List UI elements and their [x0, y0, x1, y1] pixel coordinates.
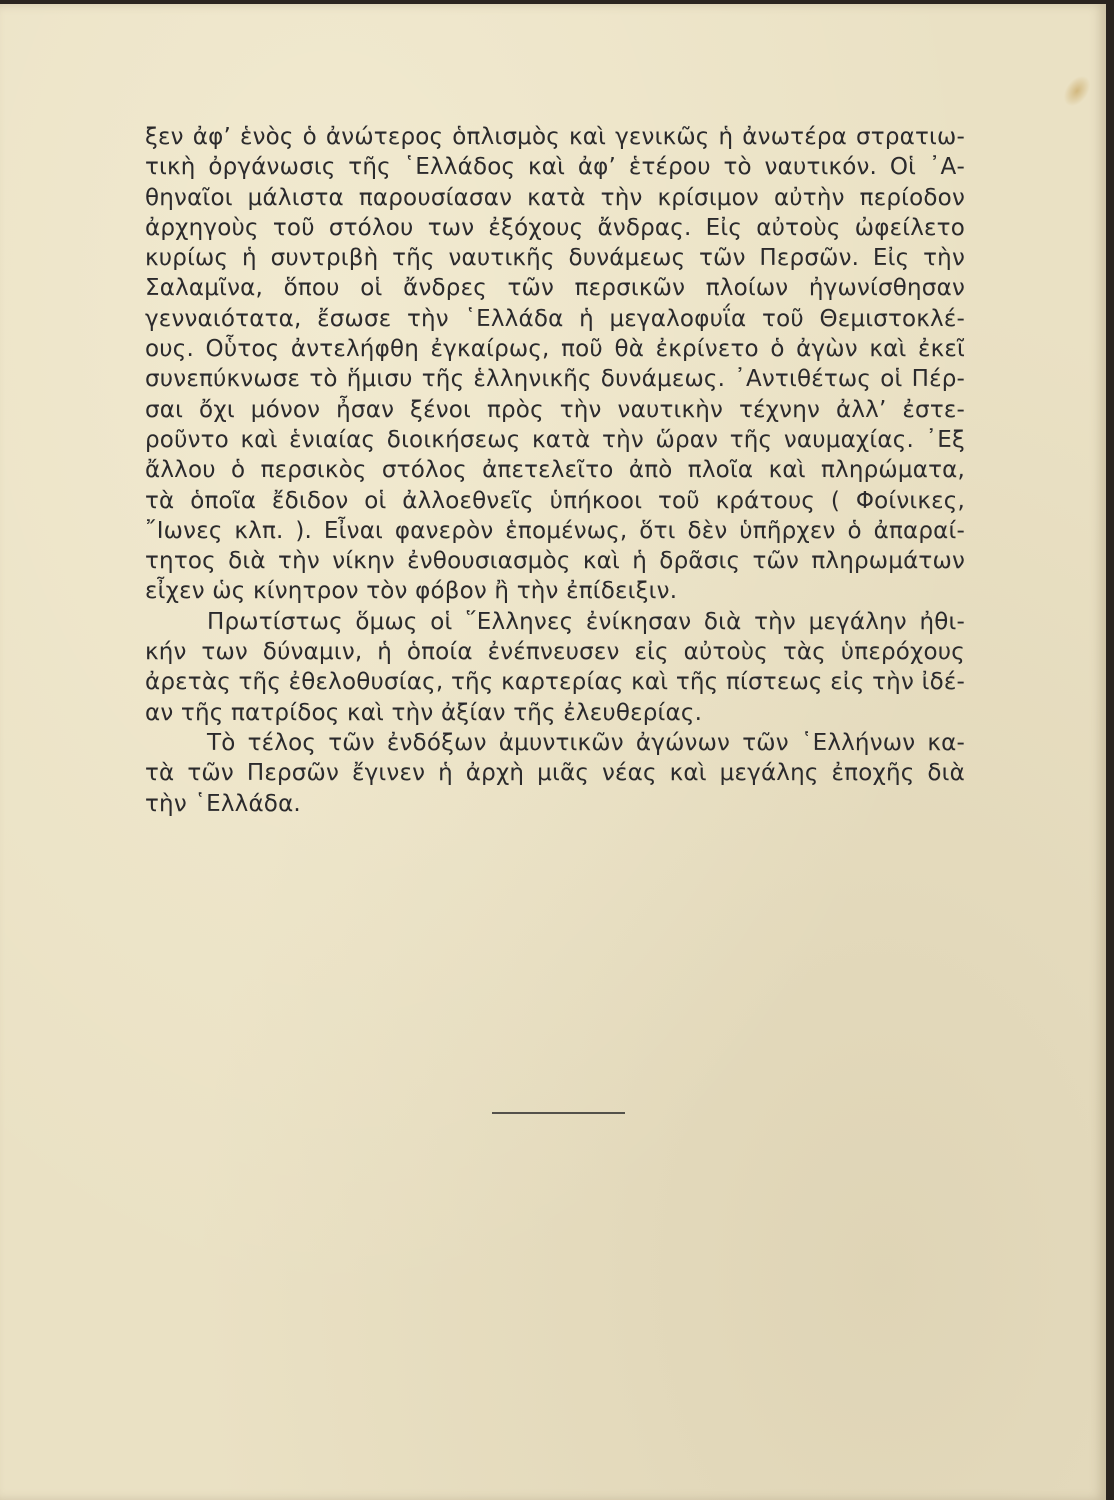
paragraph-1 — [145, 122, 965, 607]
text-line: τητος διὰ τὴν νίκην ἐνθουσιασμὸς καὶ ἡ δρᾶσις τῶν πληρωμάτων — [145, 548, 965, 575]
text-line: τὴν ῾Ελλάδα. — [145, 790, 301, 817]
text-line: Τὸ τέλος τῶν ἐνδόξων ἀμυντικῶν ἀγώνων τῶν ῾Ελλήνων κα- — [207, 729, 965, 756]
text-line: αν τῆς πατρίδος καὶ τὴν ἀξίαν τῆς ἐλευθερίας. — [145, 699, 703, 726]
book-page — [0, 4, 1106, 1500]
text-line: κήν των δύναμιν, ἡ ὁποία ἐνέπνευσεν εἰς αὐτοὺς τὰς ὑπερόχους — [145, 639, 965, 666]
text-line: τικὴ ὀργάνωσις τῆς ῾Ελλάδος καὶ ἀφ’ ἑτέρου τὸ ναυτικόν. Οἱ ᾿Α- — [145, 154, 965, 181]
text-line: ους. Οὗτος ἀντελήφθη ἐγκαίρως, ποῦ θὰ ἐκρίνετο ὁ ἀγὼν καὶ ἐκεῖ — [145, 336, 965, 363]
text-line: γενναιότατα, ἔσωσε τὴν ῾Ελλάδα ἡ μεγαλοφυΐα τοῦ Θεμιστοκλέ- — [145, 305, 965, 332]
paragraph-2 — [145, 607, 965, 728]
text-line: συνεπύκνωσε τὸ ἥμισυ τῆς ἑλληνικῆς δυνάμεως. ᾿Αντιθέτως οἱ Πέρ- — [145, 366, 965, 393]
text-line: κυρίως ἡ συντριβὴ τῆς ναυτικῆς δυνάμεως τῶν Περσῶν. Εἰς τὴν — [145, 245, 965, 272]
text-line: ῎Ιωνες κλπ. ). Εἶναι φανερὸν ἑπομένως, ὅτι δὲν ὑπῆρχεν ὁ ἀπαραί- — [145, 517, 965, 544]
text-line: εἶχεν ὡς κίνητρον τὸν φόβον ἢ τὴν ἐπίδειξιν. — [145, 578, 678, 605]
text-line: τὰ ὁποῖα ἔδιδον οἱ ἀλλοεθνεῖς ὑπήκοοι τοῦ κράτους ( Φοίνικες, — [145, 487, 965, 514]
text-line: σαι ὄχι μόνον ἦσαν ξένοι πρὸς τὴν ναυτικὴν τέχνην ἀλλ’ ἐστε- — [145, 396, 965, 423]
section-divider — [492, 1112, 625, 1114]
text-line: ροῦντο καὶ ἑνιαίας διοικήσεως κατὰ τὴν ὥραν τῆς ναυμαχίας. ᾿Εξ — [145, 426, 965, 453]
paper-stain — [1058, 71, 1096, 111]
text-line: ἄλλου ὁ περσικὸς στόλος ἀπετελεῖτο ἀπὸ πλοῖα καὶ πληρώματα, — [145, 457, 965, 484]
text-line: τὰ τῶν Περσῶν ἔγινεν ἡ ἀρχὴ μιᾶς νέας καὶ μεγάλης ἐποχῆς διὰ — [145, 760, 965, 787]
text-line: Πρωτίστως ὅμως οἱ ῞Ελληνες ἐνίκησαν διὰ τὴν μεγάλην ἠθι- — [207, 608, 965, 635]
text-line: Σαλαμῖνα, ὅπου οἱ ἄνδρες τῶν περσικῶν πλοίων ἠγωνίσθησαν — [145, 275, 965, 302]
text-line: θηναῖοι μάλιστα παρουσίασαν κατὰ τὴν κρίσιμον αὐτὴν περίοδον — [145, 184, 965, 211]
text-line: ἀρχηγοὺς τοῦ στόλου των ἐξόχους ἄνδρας. Εἰς αὐτοὺς ὠφείλετο — [145, 214, 965, 241]
text-line: ξεν ἀφ’ ἑνὸς ὁ ἀνώτερος ὁπλισμὸς καὶ γενικῶς ἡ ἀνωτέρα στρατιω- — [145, 124, 965, 150]
body-text — [145, 122, 965, 819]
paragraph-3 — [145, 728, 965, 819]
text-line: ἀρετὰς τῆς ἐθελοθυσίας, τῆς καρτερίας καὶ τῆς πίστεως εἰς τὴν ἰδέ- — [145, 669, 965, 696]
